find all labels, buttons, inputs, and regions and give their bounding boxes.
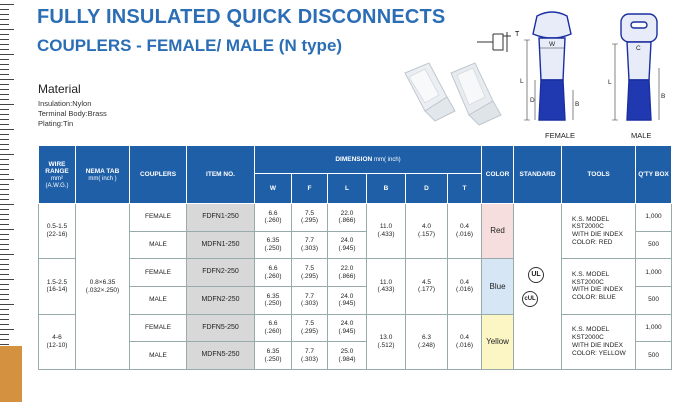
ruler-tick	[0, 274, 9, 275]
cell-w: 6.6 (.260)	[255, 259, 292, 287]
ruler-tick	[0, 64, 9, 65]
header-b: B	[367, 174, 406, 204]
dim-label-b: B	[575, 101, 580, 108]
dim-label-l-male: L	[608, 79, 612, 86]
ruler-tick	[0, 179, 14, 180]
ruler-tick	[0, 144, 9, 145]
cell-t: 0.4 (.016)	[448, 259, 482, 314]
cell-w: 6.6 (.260)	[255, 314, 292, 342]
ruler-tick	[0, 9, 9, 10]
ruler-tick	[0, 149, 9, 150]
ruler-tick	[0, 304, 14, 305]
cul-mark-icon: cUL	[522, 291, 538, 307]
cell-b: 11.0 (.433)	[367, 204, 406, 259]
dim-label-d: D	[530, 97, 535, 104]
ruler-tick	[0, 44, 9, 45]
header-qty-box: Q'TY BOX	[636, 146, 672, 204]
material-heading: Material	[38, 82, 81, 96]
cell-l: 25.0 (.984)	[328, 342, 367, 370]
cell-l: 22.0 (.866)	[328, 259, 367, 287]
male-label: MALE	[631, 131, 652, 140]
cell-coupler: FEMALE	[130, 204, 187, 232]
ruler-tick	[0, 314, 9, 315]
female-terminal-drawing	[515, 8, 590, 133]
cell-nema-tab: 0.8×6.35 (.032×.250)	[76, 204, 130, 370]
cell-b: 11.0 (.433)	[367, 259, 406, 314]
cell-f: 7.5 (.295)	[292, 314, 328, 342]
cell-item-no: MDFN5-250	[187, 342, 255, 370]
header-nema-tab: NEMA TAB mm( inch )	[76, 146, 130, 204]
ul-mark-icon: UL	[528, 267, 544, 283]
ruler-tick	[0, 39, 9, 40]
ruler-tick	[0, 209, 9, 210]
ruler-tick	[0, 254, 14, 255]
cell-coupler: MALE	[130, 342, 187, 370]
header-wire-range: WIRE RANGE mm² (A.W.G.)	[39, 146, 76, 204]
ruler-tick	[0, 244, 9, 245]
ruler-tick	[0, 14, 9, 15]
cell-f: 7.7 (.303)	[292, 342, 328, 370]
ruler-tick	[0, 324, 9, 325]
page-subtitle: COUPLERS - FEMALE/ MALE (N type)	[37, 36, 343, 55]
header-d: D	[406, 174, 448, 204]
cell-wire-range: 1.5-2.5 (16-14)	[39, 259, 76, 314]
header-color: COLOR	[482, 146, 514, 204]
female-label: FEMALE	[545, 131, 576, 140]
dim-label-b-male: B	[661, 93, 666, 100]
ruler-tick	[0, 94, 9, 95]
cell-t: 0.4 (.016)	[448, 204, 482, 259]
ruler-tick	[0, 174, 9, 175]
table-row	[39, 259, 672, 287]
ruler-tick	[0, 154, 14, 155]
ruler-tick	[0, 109, 9, 110]
ruler-tick	[0, 309, 9, 310]
ruler-tick	[0, 134, 9, 135]
cell-f: 7.7 (.303)	[292, 286, 328, 314]
dim-label-l: L	[520, 78, 524, 85]
header-dimension: DIMENSION mm( inch)	[255, 146, 482, 174]
cell-w: 6.35 (.250)	[255, 342, 292, 370]
ruler-tick	[0, 89, 9, 90]
cell-l: 24.0 (.945)	[328, 231, 367, 259]
ruler-tick	[0, 214, 9, 215]
cell-d: 4.5 (.177)	[406, 259, 448, 314]
cell-wire-range: 0.5-1.5 (22-16)	[39, 204, 76, 259]
ruler-tick	[0, 284, 9, 285]
table-row	[39, 314, 672, 342]
cell-f: 7.7 (.303)	[292, 231, 328, 259]
ruler-tick	[0, 294, 9, 295]
cell-item-no: MDFN2-250	[187, 286, 255, 314]
cell-qty: 500	[636, 342, 672, 370]
header-couplers: COUPLERS	[130, 146, 187, 204]
ruler-tick	[0, 24, 9, 25]
cell-item-no: MDFN1-250	[187, 231, 255, 259]
header-l: L	[328, 174, 367, 204]
ruler-tick	[0, 184, 9, 185]
cell-qty: 1,000	[636, 204, 672, 232]
cell-tools: K.S. MODEL KST2000C WITH DIE INDEX COLOR: YELLOW	[562, 314, 636, 369]
ruler-tick	[0, 259, 9, 260]
ruler-tick	[0, 264, 9, 265]
dim-label-w: W	[549, 41, 556, 48]
ruler-tick	[0, 319, 9, 320]
cell-f: 7.5 (.295)	[292, 204, 328, 232]
cell-coupler: MALE	[130, 286, 187, 314]
ruler-tick	[0, 54, 14, 55]
ruler-tick	[0, 224, 9, 225]
header-w: W	[255, 174, 292, 204]
cell-f: 7.5 (.295)	[292, 259, 328, 287]
ruler-tick	[0, 79, 14, 80]
ruler-tick	[0, 74, 9, 75]
ruler-tick	[0, 194, 9, 195]
ruler-tick	[0, 84, 9, 85]
header-t: T	[448, 174, 482, 204]
cell-color: Red	[482, 204, 514, 259]
cell-l: 24.0 (.945)	[328, 314, 367, 342]
ruler-tick	[0, 239, 9, 240]
table-row	[39, 204, 672, 232]
ruler-tick	[0, 339, 9, 340]
ruler-tick	[0, 49, 9, 50]
cell-qty: 500	[636, 231, 672, 259]
ruler-tick	[0, 299, 9, 300]
cell-d: 4.0 (.157)	[406, 204, 448, 259]
ruler-tick	[0, 164, 9, 165]
header-item-no: ITEM NO.	[187, 146, 255, 204]
ruler-tick	[0, 219, 9, 220]
cell-w: 6.35 (.250)	[255, 286, 292, 314]
product-photo-female-male	[395, 55, 510, 130]
material-insulation: Insulation:Nylon	[38, 99, 92, 108]
ruler-tick	[0, 169, 9, 170]
ruler-tick	[0, 19, 9, 20]
ruler-tick	[0, 329, 14, 330]
ruler-tick	[0, 69, 9, 70]
cell-coupler: MALE	[130, 231, 187, 259]
cell-tools: K.S. MODEL KST2000C WITH DIE INDEX COLOR: BLUE	[562, 259, 636, 314]
header-standard: STANDARD	[514, 146, 562, 204]
ruler-tick	[0, 279, 14, 280]
side-ruler	[0, 0, 22, 402]
material-plating: Plating:Tin	[38, 119, 74, 128]
dim-label-c: C	[636, 45, 641, 52]
cell-l: 24.0 (.945)	[328, 286, 367, 314]
ruler-tick	[0, 114, 9, 115]
cell-color: Yellow	[482, 314, 514, 369]
ruler-tick	[0, 189, 9, 190]
cell-item-no: FDFN2-250	[187, 259, 255, 287]
ruler-tick	[0, 119, 9, 120]
ruler-tick	[0, 334, 9, 335]
cell-wire-range: 4-6 (12-10)	[39, 314, 76, 369]
ruler-tick	[0, 4, 14, 5]
cell-color: Blue	[482, 259, 514, 314]
cell-l: 22.0 (.866)	[328, 204, 367, 232]
cell-item-no: FDFN5-250	[187, 314, 255, 342]
cell-coupler: FEMALE	[130, 259, 187, 287]
ruler-tick	[0, 159, 9, 160]
ruler-tick	[0, 129, 14, 130]
cell-d: 6.3 (.248)	[406, 314, 448, 369]
cell-b: 13.0 (.512)	[367, 314, 406, 369]
header-tools: TOOLS	[562, 146, 636, 204]
cell-tools: K.S. MODEL KST2000C WITH DIE INDEX COLOR: RED	[562, 204, 636, 259]
ruler-tick	[0, 234, 9, 235]
cell-item-no: FDFN1-250	[187, 204, 255, 232]
ruler-orange-block	[0, 346, 22, 402]
spec-table	[38, 145, 672, 370]
cell-qty: 500	[636, 286, 672, 314]
ruler-tick	[0, 199, 9, 200]
cell-t: 0.4 (.016)	[448, 314, 482, 369]
cell-qty: 1,000	[636, 259, 672, 287]
ruler-tick	[0, 124, 9, 125]
ruler-tick	[0, 29, 14, 30]
cell-w: 6.35 (.250)	[255, 231, 292, 259]
ruler-tick	[0, 99, 9, 100]
ruler-tick	[0, 104, 14, 105]
cell-qty: 1,000	[636, 314, 672, 342]
ruler-tick	[0, 289, 9, 290]
svg-text:T: T	[515, 31, 520, 38]
ruler-tick	[0, 59, 9, 60]
material-terminal-body: Terminal Body:Brass	[38, 109, 107, 118]
cell-standard	[514, 204, 562, 370]
ruler-tick	[0, 229, 14, 230]
ruler-tick	[0, 139, 9, 140]
ruler-tick	[0, 34, 9, 35]
ruler-tick	[0, 249, 9, 250]
ruler-tick	[0, 344, 9, 345]
header-f: F	[292, 174, 328, 204]
page-title: FULLY INSULATED QUICK DISCONNECTS	[37, 6, 446, 28]
ruler-tick	[0, 269, 9, 270]
cell-w: 6.6 (.260)	[255, 204, 292, 232]
ruler-tick	[0, 204, 14, 205]
male-terminal-drawing	[605, 8, 675, 133]
cell-coupler: FEMALE	[130, 314, 187, 342]
